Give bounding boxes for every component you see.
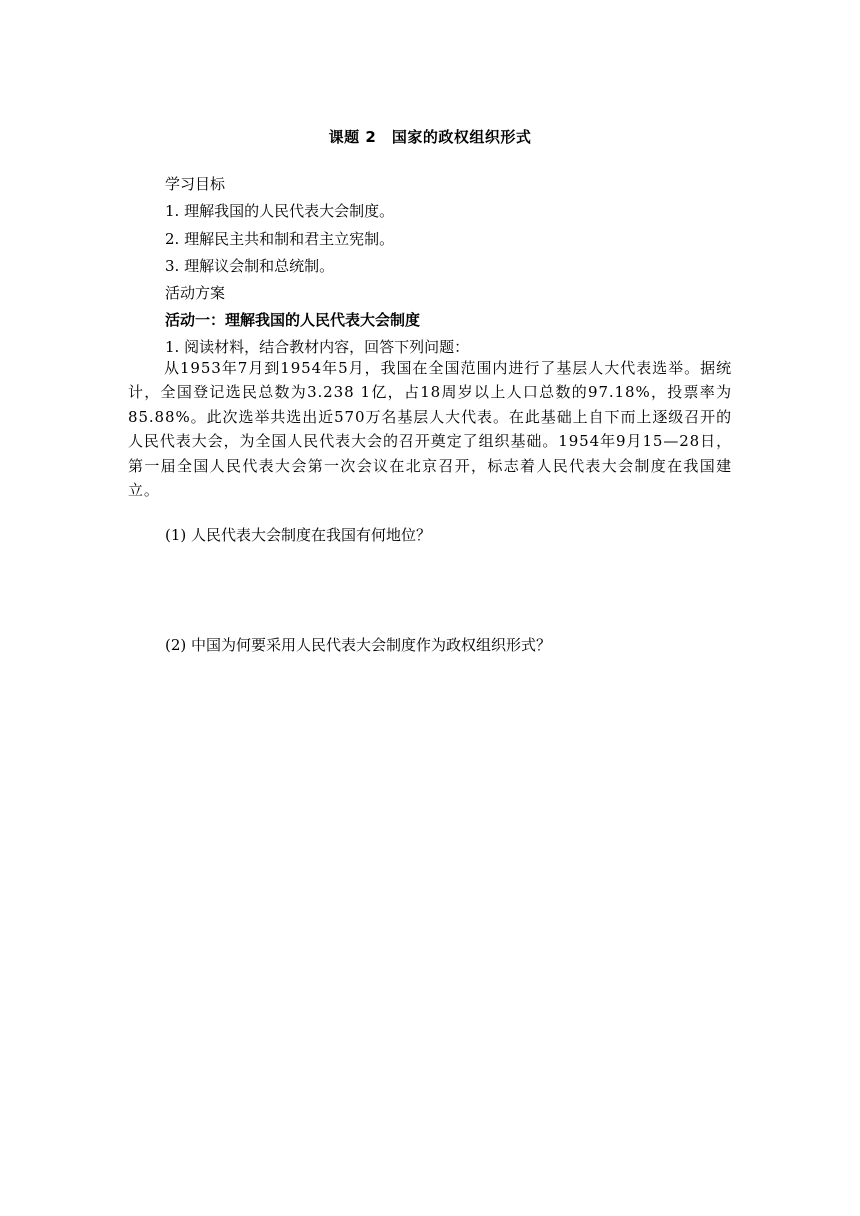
question-1: (1) 人民代表大会制度在我国有何地位？ [165,526,432,544]
task-instruction: 1. 阅读材料，结合教材内容，回答下列问题： [165,338,470,356]
goal-item-3: 3. 理解议会制和总统制。 [165,257,335,275]
learning-goals-heading: 学习目标 [165,175,226,193]
activity-one-heading: 活动一：理解我国的人民代表大会制度 [165,311,421,329]
goal-item-1: 1. 理解我国的人民代表大会制度。 [165,202,395,220]
goal-item-2: 2. 理解民主共和制和君主立宪制。 [165,230,395,248]
page-title: 课题 2 国家的政权组织形式 [328,128,532,146]
question-2: (2) 中国为何要采用人民代表大会制度作为政权组织形式？ [165,636,552,654]
reading-material-paragraph: 从1953年7月到1954年5月，我国在全国范围内进行了基层人大代表选举。据统计，全国登记选民总数为3.238 1亿，占18周岁以上人口总数的97.18%，投票率为85.88%。此次选举共选出近570万名基层人大代表。在此基础上自下而上逐级召开的人民代表大会，为全国人民代表大会的召开奠定了组织基础。1954年9月15—28日，第一届全国人民代表大会第一次会议在北京召开，标志着人民代表大会制度在我国建立。 [128,359,732,500]
activity-plan-heading: 活动方案 [165,284,226,302]
